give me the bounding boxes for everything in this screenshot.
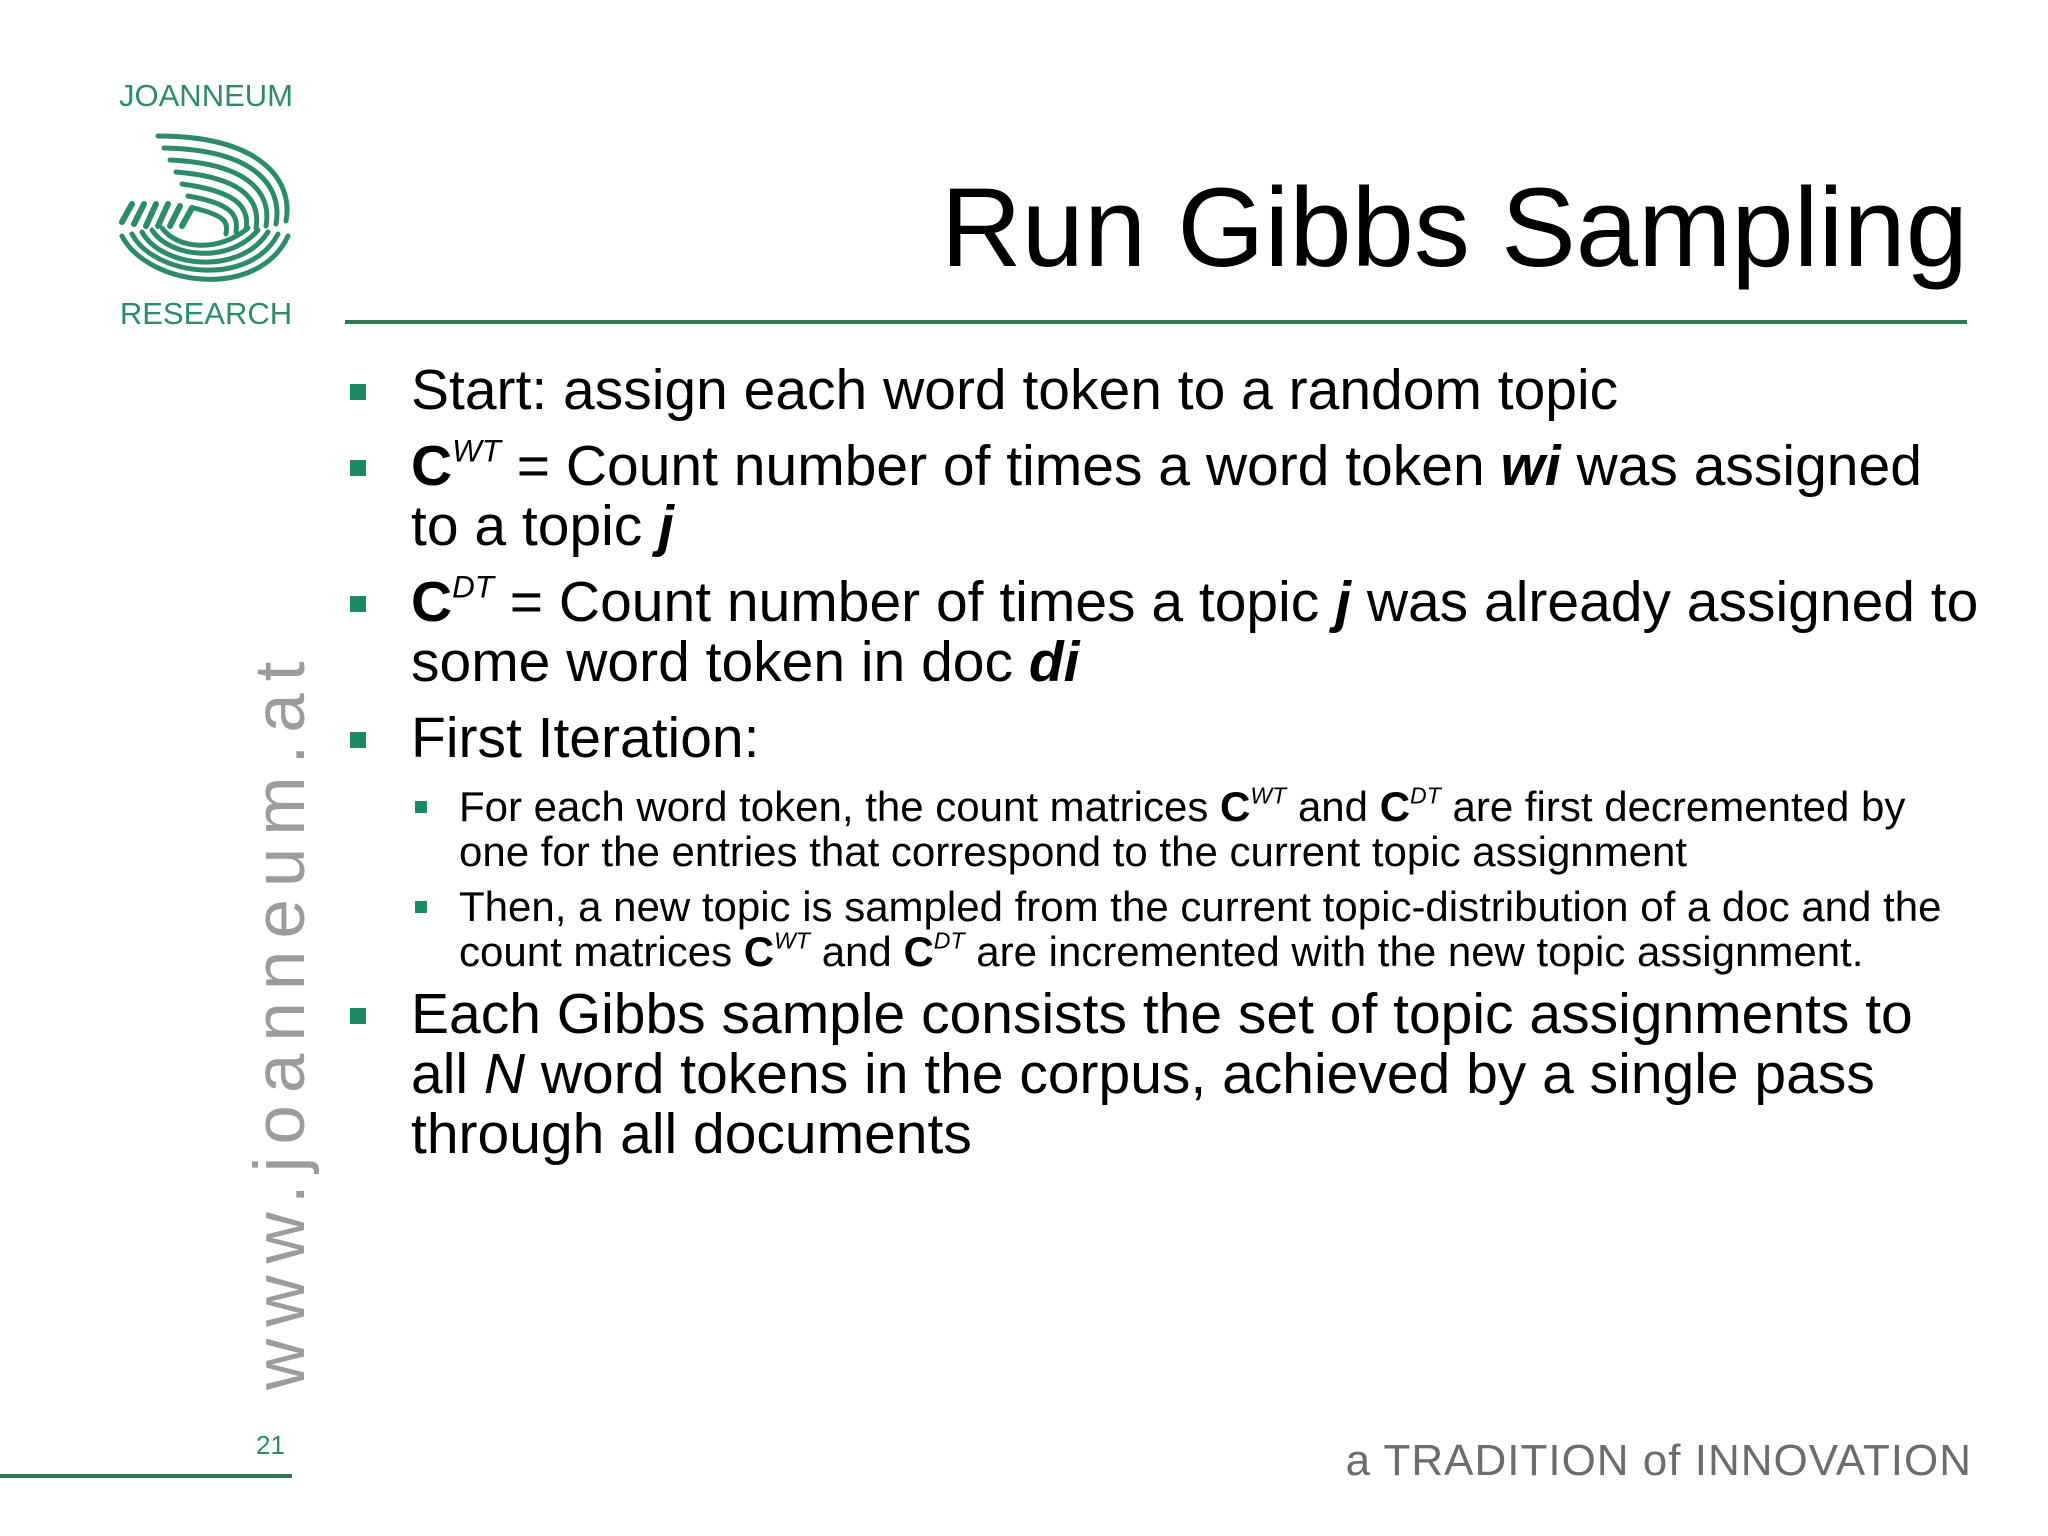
square-bullet-icon [350,596,366,612]
slide-content [345,360,1985,1180]
matrix-superscript: DT [452,569,494,605]
slide-title: Run Gibbs Sampling [940,165,1968,290]
bullet-text: = Count number of times a word token [500,434,1501,498]
square-bullet-icon [415,901,427,913]
bullet-text: Start: assign each word token to a random topic [411,358,1619,422]
matrix-superscript: DT [1410,782,1441,809]
square-bullet-icon [350,732,366,748]
bullet-text: was already assigned to some word token in doc [411,570,1979,694]
logo-top-text: JOANNEUM [119,78,293,113]
square-bullet-icon [350,384,366,400]
matrix-symbol: C [1379,783,1411,830]
bullet-text: First Iteration: [411,706,760,770]
bullet-item [345,708,1985,768]
matrix-symbol: C [1220,783,1251,830]
sub-bullet-text: and [810,928,904,975]
matrix-superscript: WT [774,927,811,954]
footer-tagline: a TRADITION of INNOVATION [1345,1436,1972,1485]
logo-bottom-text: RESEARCH [119,296,293,331]
joanneum-research-logo [108,74,304,336]
sub-bullet-item [345,784,1985,874]
sub-bullet-item [345,884,1985,974]
matrix-symbol: C [411,434,453,498]
emphasis-text: di [1028,630,1080,694]
sub-bullet-text: and [1286,783,1380,830]
matrix-superscript: WT [1250,782,1287,809]
side-website-text: www.joanneum.at [241,649,320,1390]
sub-bullet-text: For each word token, the count matrices [459,783,1221,830]
bullet-item [345,569,1985,694]
matrix-symbol: C [743,928,775,975]
bullet-item [345,433,1985,558]
bullet-item [345,984,1985,1164]
emphasis-text: j [658,494,674,558]
matrix-superscript: WT [452,433,501,469]
bullet-text: was assigned to a topic [411,434,1922,558]
square-bullet-icon [415,801,427,813]
matrix-symbol: C [903,928,934,975]
square-bullet-icon [350,460,366,476]
matrix-symbol: C [411,570,453,634]
bullet-text: Each Gibbs sample consists the set of topic assignments to all [411,982,1913,1106]
footer-divider [0,1474,292,1478]
square-bullet-icon [350,1008,366,1024]
bullet-item [345,360,1985,420]
title-divider [345,320,1967,324]
bullet-text: = Count number of times a topic [493,570,1336,634]
logo-wave-icon [118,126,294,296]
page-number: 21 [256,1430,285,1460]
bullet-text: word tokens in the corpus, achieved by a single pass through all documents [411,1042,1875,1166]
emphasis-text: j [1335,570,1351,634]
emphasis-text: N [483,1042,526,1106]
sub-bullet-text: are first decremented by one for the entries that correspond to the current topic assignment [459,783,1906,875]
sub-bullet-text: are incremented with the new topic assignment. [964,928,1864,975]
matrix-superscript: DT [933,927,965,954]
sub-bullet-text: Then, a new topic is sampled from the current topic-distribution of a doc and the count matrices [459,883,1942,975]
emphasis-text: wi [1500,434,1561,498]
